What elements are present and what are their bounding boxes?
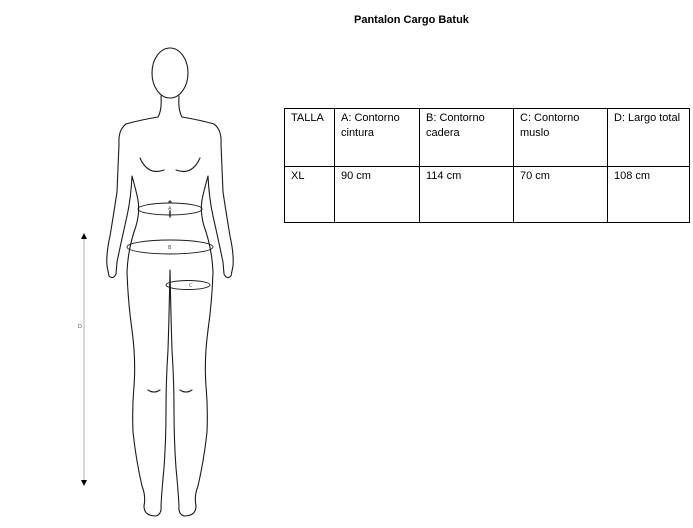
bust-lines: [140, 158, 200, 172]
cell-length: 108 cm: [608, 167, 690, 223]
header-size: TALLA: [285, 109, 335, 167]
header-waist: A: Contorno cintura: [335, 109, 420, 167]
header-thigh: C: Contorno muslo: [514, 109, 608, 167]
cell-waist: 90 cm: [335, 167, 420, 223]
arrow-up-icon: [81, 233, 87, 239]
cell-thigh: 70 cm: [514, 167, 608, 223]
cell-hip: 114 cm: [420, 167, 514, 223]
label-d: D: [78, 324, 82, 330]
body-outline: [107, 117, 233, 516]
measure-line-c: [166, 281, 210, 290]
label-b: B: [168, 245, 172, 251]
female-body-measurement-figure-icon: [70, 40, 260, 522]
table-header-row: [285, 109, 690, 167]
table-row: [285, 167, 690, 223]
header-length: D: Largo total: [608, 109, 690, 167]
arrow-down-icon: [81, 480, 87, 486]
knee-lines: [148, 390, 192, 392]
page-title: Pantalon Cargo Batuk: [354, 14, 469, 26]
cell-size: XL: [285, 167, 335, 223]
head-outline: [152, 48, 188, 98]
label-a: A: [168, 206, 172, 212]
size-table: [284, 108, 690, 223]
label-c: C: [189, 283, 193, 289]
header-hip: B: Contorno cadera: [420, 109, 514, 167]
neck-outline: [158, 96, 182, 117]
